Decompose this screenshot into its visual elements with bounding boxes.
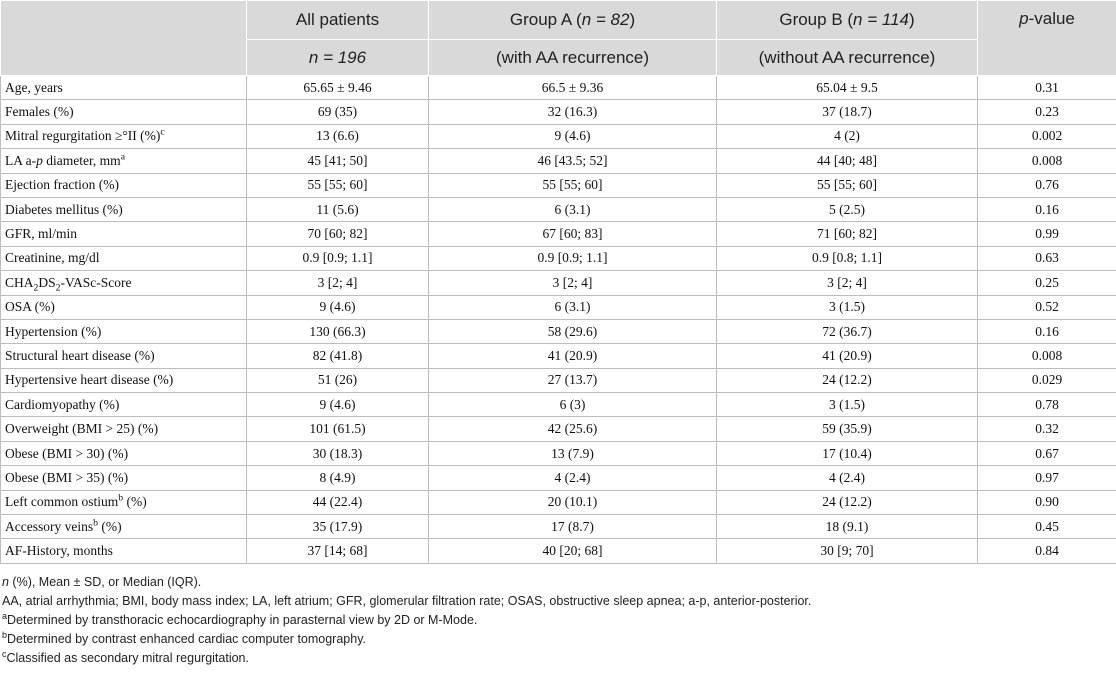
- cell-all-patients: 3 [2; 4]: [247, 271, 429, 295]
- footnote-abbreviations: AA, atrial arrhythmia; BMI, body mass index; LA, left atrium; GFR, glomerular filtration rate; OSAS, obstructive sleep apnea; a-p, anterior-posterior.: [2, 593, 812, 608]
- cell-group-b: 4 (2.4): [717, 466, 978, 490]
- cell-group-a: 41 (20.9): [429, 344, 717, 368]
- row-label: Accessory veins$^b$ (%): [1, 515, 247, 539]
- cell-all-patients: 37 [14; 68]: [247, 539, 429, 563]
- header-all-patients: All patients: [247, 1, 429, 40]
- cell-group-b: 4 (2): [717, 124, 978, 148]
- cell-p-value: 0.002: [978, 124, 1116, 148]
- table-row: [1, 149, 1116, 173]
- table-row: [1, 295, 1116, 319]
- header-group-b-n: n = 114: [853, 10, 909, 29]
- cell-all-patients: 70 [60; 82]: [247, 222, 429, 246]
- row-label: Obese (BMI > 30) (%): [1, 441, 247, 465]
- cell-all-patients: 130 (66.3): [247, 319, 429, 343]
- header-all-patients-n: n = 196: [247, 40, 429, 76]
- table-row: [1, 539, 1116, 563]
- cell-group-b: 24 (12.2): [717, 368, 978, 392]
- header-row-1: [1, 1, 1116, 40]
- cell-all-patients: 11 (5.6): [247, 197, 429, 221]
- table-row: [1, 466, 1116, 490]
- table-row: [1, 319, 1116, 343]
- table-row: [1, 441, 1116, 465]
- row-label: Hypertension (%): [1, 319, 247, 343]
- cell-all-patients: 13 (6.6): [247, 124, 429, 148]
- cell-p-value: 0.99: [978, 222, 1116, 246]
- row-label: Females (%): [1, 100, 247, 124]
- table-row: [1, 222, 1116, 246]
- table-body: [1, 76, 1116, 564]
- cell-group-a: 6 (3): [429, 393, 717, 417]
- row-label: Ejection fraction (%): [1, 173, 247, 197]
- cell-all-patients: 55 [55; 60]: [247, 173, 429, 197]
- cell-group-a: 6 (3.1): [429, 197, 717, 221]
- cell-group-a: 32 (16.3): [429, 100, 717, 124]
- row-label: Creatinine, mg/dl: [1, 246, 247, 270]
- cell-p-value: 0.78: [978, 393, 1116, 417]
- cell-all-patients: 45 [41; 50]: [247, 149, 429, 173]
- row-label: GFR, ml/min: [1, 222, 247, 246]
- row-label: Left common ostium$^b$ (%): [1, 490, 247, 514]
- cell-all-patients: 82 (41.8): [247, 344, 429, 368]
- table-row: [1, 393, 1116, 417]
- cell-p-value: 0.90: [978, 490, 1116, 514]
- table-row: [1, 76, 1116, 100]
- table-row: [1, 124, 1116, 148]
- cell-p-value: 0.67: [978, 441, 1116, 465]
- cell-p-value: 0.029: [978, 368, 1116, 392]
- cell-group-a: 58 (29.6): [429, 319, 717, 343]
- cell-p-value: 0.52: [978, 295, 1116, 319]
- cell-all-patients: 9 (4.6): [247, 393, 429, 417]
- cell-group-b: 44 [40; 48]: [717, 149, 978, 173]
- cell-all-patients: 30 (18.3): [247, 441, 429, 465]
- row-label: Age, years: [1, 76, 247, 100]
- cell-all-patients: 69 (35): [247, 100, 429, 124]
- table-row: [1, 490, 1116, 514]
- table-footnotes: [0, 573, 1116, 668]
- footnote-abbrev-stats: n (%), Mean ± SD, or Median (IQR).: [2, 574, 202, 589]
- table-row: [1, 100, 1116, 124]
- row-label: $CHA_2DS_2-VASc$-Score: [1, 271, 247, 295]
- row-label: Cardiomyopathy (%): [1, 393, 247, 417]
- cell-all-patients: 0.9 [0.9; 1.1]: [247, 246, 429, 270]
- table-row: [1, 173, 1116, 197]
- cell-p-value: 0.76: [978, 173, 1116, 197]
- cell-group-b: 3 (1.5): [717, 295, 978, 319]
- cell-group-b: 0.9 [0.8; 1.1]: [717, 246, 978, 270]
- cell-group-b: 71 [60; 82]: [717, 222, 978, 246]
- cell-group-b: 30 [9; 70]: [717, 539, 978, 563]
- cell-group-a: 9 (4.6): [429, 124, 717, 148]
- cell-group-a: 40 [20; 68]: [429, 539, 717, 563]
- cell-p-value: 0.63: [978, 246, 1116, 270]
- header-group-a: Group A (n = 82): [429, 1, 717, 40]
- row-label: Obese (BMI > 35) (%): [1, 466, 247, 490]
- cell-group-a: 20 (10.1): [429, 490, 717, 514]
- table-row: [1, 197, 1116, 221]
- cell-group-b: 59 (35.9): [717, 417, 978, 441]
- cell-group-b: 3 [2; 4]: [717, 271, 978, 295]
- cell-p-value: 0.16: [978, 319, 1116, 343]
- cell-p-value: 0.23: [978, 100, 1116, 124]
- row-label: AF-History, months: [1, 539, 247, 563]
- cell-p-value: 0.84: [978, 539, 1116, 563]
- cell-all-patients: 35 (17.9): [247, 515, 429, 539]
- cell-group-a: 42 (25.6): [429, 417, 717, 441]
- header-group-a-sub: (with AA recurrence): [429, 40, 717, 76]
- cell-p-value: 0.97: [978, 466, 1116, 490]
- cell-group-b: 65.04 ± 9.5: [717, 76, 978, 100]
- table-row: [1, 515, 1116, 539]
- cell-group-a: 6 (3.1): [429, 295, 717, 319]
- cell-group-a: 3 [2; 4]: [429, 271, 717, 295]
- row-label: LA a-p diameter, $mm^a$: [1, 149, 247, 173]
- cell-group-b: 5 (2.5): [717, 197, 978, 221]
- header-group-b: Group B (n = 114): [717, 1, 978, 40]
- header-blank-cell: [1, 1, 247, 76]
- cell-group-b: 55 [55; 60]: [717, 173, 978, 197]
- row-label: Overweight (BMI > 25) (%): [1, 417, 247, 441]
- cell-group-a: 55 [55; 60]: [429, 173, 717, 197]
- row-label: Hypertensive heart disease (%): [1, 368, 247, 392]
- cell-all-patients: 8 (4.9): [247, 466, 429, 490]
- cell-group-b: 24 (12.2): [717, 490, 978, 514]
- cell-group-b: 72 (36.7): [717, 319, 978, 343]
- table-row: [1, 271, 1116, 295]
- table-row: [1, 246, 1116, 270]
- cell-p-value: 0.008: [978, 149, 1116, 173]
- table-row: [1, 417, 1116, 441]
- row-label: Mitral regurgitation ≥°II (%)$^c$: [1, 124, 247, 148]
- cell-all-patients: 65.65 ± 9.46: [247, 76, 429, 100]
- cell-p-value: 0.45: [978, 515, 1116, 539]
- cell-group-a: 13 (7.9): [429, 441, 717, 465]
- cell-all-patients: 44 (22.4): [247, 490, 429, 514]
- table-row: [1, 368, 1116, 392]
- cell-p-value: 0.16: [978, 197, 1116, 221]
- cell-p-value: 0.32: [978, 417, 1116, 441]
- cell-p-value: 0.31: [978, 76, 1116, 100]
- cell-p-value: 0.25: [978, 271, 1116, 295]
- header-group-b-sub: (without AA recurrence): [717, 40, 978, 76]
- cell-group-a: 46 [43.5; 52]: [429, 149, 717, 173]
- cell-all-patients: 51 (26): [247, 368, 429, 392]
- cell-group-a: 67 [60; 83]: [429, 222, 717, 246]
- cell-group-b: 17 (10.4): [717, 441, 978, 465]
- cell-all-patients: 101 (61.5): [247, 417, 429, 441]
- cell-group-a: 66.5 ± 9.36: [429, 76, 717, 100]
- cell-group-a: 4 (2.4): [429, 466, 717, 490]
- cell-all-patients: 9 (4.6): [247, 295, 429, 319]
- cell-group-a: 17 (8.7): [429, 515, 717, 539]
- table-row: [1, 344, 1116, 368]
- cell-group-b: 18 (9.1): [717, 515, 978, 539]
- header-group-a-n: n = 82: [581, 10, 630, 29]
- row-label: Diabetes mellitus (%): [1, 197, 247, 221]
- cell-group-b: 3 (1.5): [717, 393, 978, 417]
- header-p-value: p-value: [978, 1, 1116, 76]
- cell-p-value: 0.008: [978, 344, 1116, 368]
- footnote-c: $^c$Classified as secondary mitral regurgitation.: [2, 648, 249, 665]
- cell-group-a: 27 (13.7): [429, 368, 717, 392]
- row-label: OSA (%): [1, 295, 247, 319]
- cell-group-a: 0.9 [0.9; 1.1]: [429, 246, 717, 270]
- footnote-b: $^b$Determined by contrast enhanced cardiac computer tomography.: [2, 629, 366, 646]
- row-label: Structural heart disease (%): [1, 344, 247, 368]
- cell-group-b: 41 (20.9): [717, 344, 978, 368]
- cell-group-b: 37 (18.7): [717, 100, 978, 124]
- footnote-a: $^a$Determined by transthoracic echocardiography in parasternal view by 2D or M-Mode.: [2, 610, 478, 627]
